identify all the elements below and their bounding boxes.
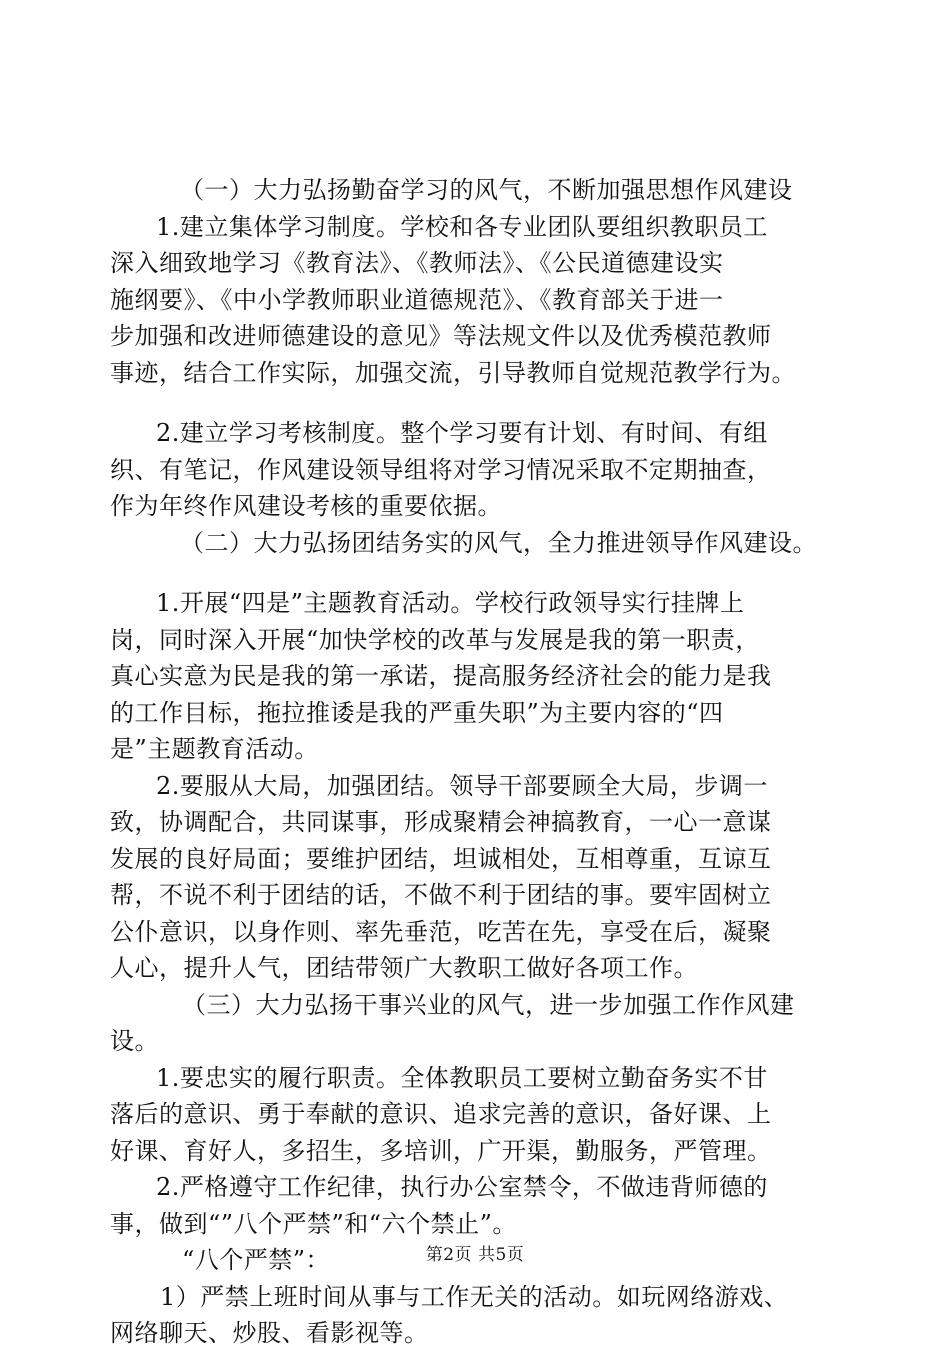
paragraph-line: 作为年终作风建设考核的重要依据。: [110, 492, 502, 520]
paragraph-line: 1.建立集体学习制度。学校和各专业团队要组织教职员工: [156, 212, 768, 241]
list-heading: “八个严禁”：: [182, 1246, 331, 1274]
paragraph-line: 施纲要》、《中小学教师职业道德规范》、《教育部关于进一: [110, 285, 724, 314]
paragraph-line: 织、有笔记，作风建设领导组将对学习情况采取不定期抽查，: [110, 455, 772, 484]
list-item: 1）严禁上班时间从事与工作无关的活动。如玩网络游戏、: [160, 1282, 789, 1311]
section-heading-1: （一）大力弘扬勤奋学习的风气，不断加强思想作风建设: [180, 176, 793, 204]
paragraph-line: 发展的良好局面；要维护团结，坦诚相处，互相尊重，互谅互: [110, 844, 772, 873]
paragraph-line: 人心，提升人气，团结带领广大教职工做好各项工作。: [110, 954, 698, 982]
page-number-footer: 第2页 共5页: [425, 1245, 525, 1265]
paragraph-gap: [110, 561, 845, 585]
paragraph-line: 设。: [110, 1027, 159, 1055]
paragraph-line: 深入细致地学习《教育法》、《教师法》、《公民道德建设实: [110, 249, 724, 277]
paragraph-line: 事迹，结合工作实际，加强交流，引导教师自觉规范教学行为。: [110, 358, 796, 387]
paragraph-line: 落后的意识、勇于奉献的意识、追求完善的意识，备好课、上: [110, 1100, 772, 1128]
paragraph-line: 真心实意为民是我的第一承诺，提高服务经济社会的能力是我: [110, 662, 772, 690]
paragraph-gap: [110, 391, 845, 415]
section-heading-3: （三）大力弘扬干事兴业的风气，进一步加强工作作风建: [182, 990, 795, 1019]
section-heading-2: （二）大力弘扬团结务实的风气，全力推进领导作风建设。: [180, 528, 817, 557]
paragraph-line: 1.要忠实的履行职责。全体教职员工要树立勤奋务实不甘: [156, 1063, 768, 1092]
paragraph-line: 1.开展“四是”主题教育活动。学校行政领导实行挂牌上: [156, 589, 745, 617]
paragraph-line: 致，协调配合，共同谋事，形成聚精会神搞教育，一心一意谋: [110, 808, 772, 836]
paragraph-line: 步加强和改进师德建设的意见》等法规文件以及优秀模范教师: [110, 322, 772, 350]
paragraph-line: 事，做到“”八个严禁”和“六个禁止”。: [110, 1209, 517, 1238]
paragraph-line: 帮，不说不利于团结的话，不做不利于团结的事。要牢固树立: [110, 881, 772, 909]
paragraph-line: 2.要服从大局，加强团结。领导干部要顾全大局，步调一: [156, 771, 768, 800]
paragraph-line: 公仆意识，以身作则、率先垂范，吃苦在先，享受在后，凝聚: [110, 917, 772, 946]
paragraph-line: 2.建立学习考核制度。整个学习要有计划、有时间、有组: [156, 419, 768, 447]
list-item: 网络聊天、炒股、看影视等。: [110, 1319, 429, 1347]
paragraph-line: 好课、育好人，多招生，多培训，广开渠，勤服务，严管理。: [110, 1136, 772, 1165]
paragraph-line: 是”主题教育活动。: [110, 735, 319, 763]
paragraph-line: 岗，同时深入开展“加快学校的改革与发展是我的第一职责，: [110, 625, 760, 654]
paragraph-line: 的工作目标，拖拉推诿是我的严重失职”为主要内容的“四: [110, 698, 724, 727]
paragraph-line: 2.严格遵守工作纪律，执行办公室禁令，不做违背师德的: [156, 1173, 768, 1201]
document-body: [110, 172, 845, 1352]
